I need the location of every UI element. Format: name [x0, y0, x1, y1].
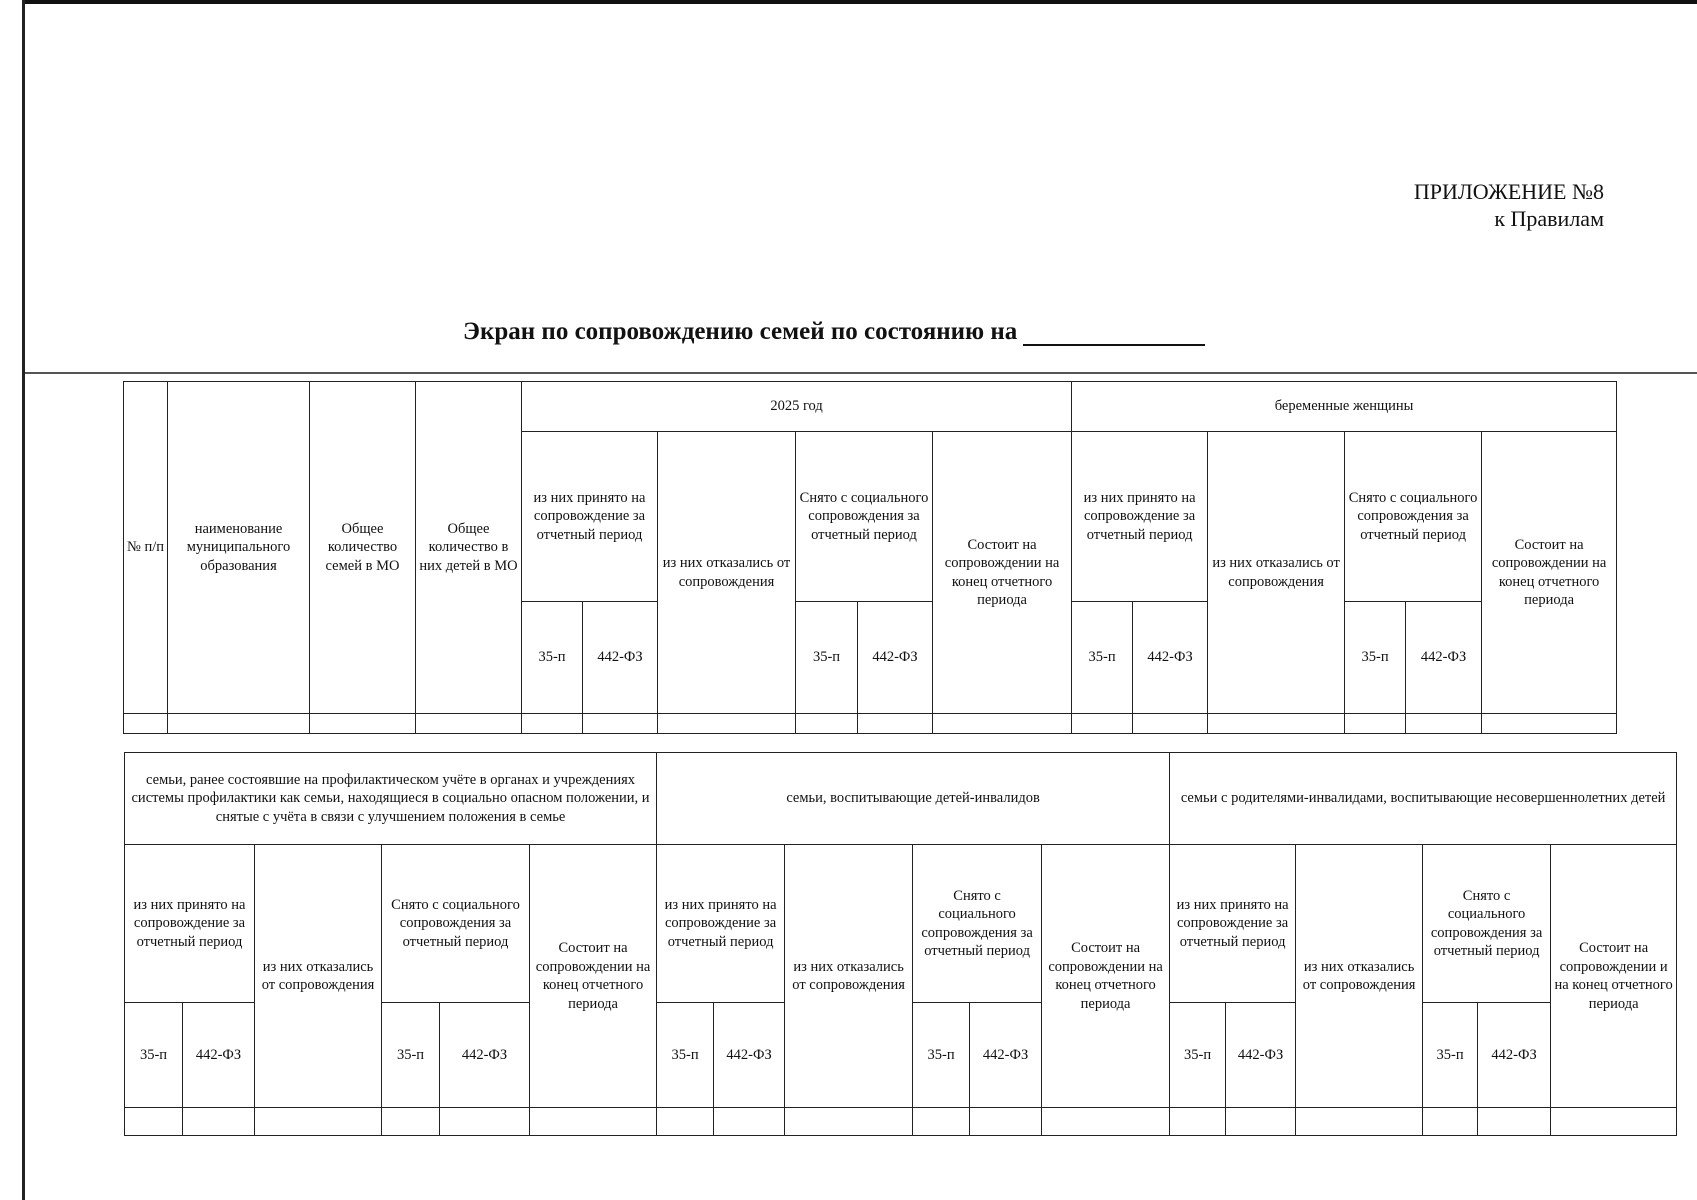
header-refused: из них отказались от сопровождения — [255, 845, 382, 1108]
header-end-of-period: Состоит на сопровождении на конец отчетного периода — [1042, 845, 1170, 1108]
header-removed: Снято с социального сопровождения за отчетный период — [1345, 432, 1482, 602]
header-group-disabled-parents: семьи с родителями-инвалидами, воспитывающие несовершеннолетних детей — [1170, 753, 1677, 845]
header-law-35p: 35-п — [913, 1003, 970, 1108]
empty-cell — [1170, 1108, 1226, 1136]
header-group-2025: 2025 год — [522, 382, 1072, 432]
empty-cell — [382, 1108, 440, 1136]
empty-cell — [1345, 714, 1406, 734]
header-accepted: из них принято на сопровождение за отчетный период — [1170, 845, 1296, 1003]
header-law-35p: 35-п — [1345, 602, 1406, 714]
header-law-442fz: 442-ФЗ — [1478, 1003, 1551, 1108]
page-left-border — [22, 0, 25, 1200]
families-table-part-1 — [123, 381, 1617, 734]
empty-cell — [1226, 1108, 1296, 1136]
empty-cell — [522, 714, 583, 734]
empty-cell — [1482, 714, 1617, 734]
empty-cell — [125, 1108, 183, 1136]
empty-cell — [1406, 714, 1482, 734]
header-refused: из них отказались от сопровождения — [785, 845, 913, 1108]
header-law-442fz: 442-ФЗ — [970, 1003, 1042, 1108]
header-group-pregnant: беременные женщины — [1072, 382, 1617, 432]
empty-cell — [658, 714, 796, 734]
header-law-442fz: 442-ФЗ — [1226, 1003, 1296, 1108]
header-end-of-period: Состоит на сопровождении на конец отчетного периода — [1482, 432, 1617, 714]
header-refused: из них отказались от сопровождения — [1296, 845, 1423, 1108]
header-law-35p: 35-п — [125, 1003, 183, 1108]
header-refused: из них отказались от сопровождения — [1208, 432, 1345, 714]
scan-rule-line — [25, 372, 1697, 374]
header-accepted: из них принято на сопровождение за отчетный период — [657, 845, 785, 1003]
header-law-35p: 35-п — [657, 1003, 714, 1108]
empty-cell — [796, 714, 858, 734]
appendix-number: ПРИЛОЖЕНИЕ №8 — [1413, 179, 1604, 204]
header-law-442fz: 442-ФЗ — [1133, 602, 1208, 714]
empty-cell — [1478, 1108, 1551, 1136]
empty-cell — [858, 714, 933, 734]
empty-cell — [970, 1108, 1042, 1136]
header-end-of-period: Состоит на сопровождении на конец отчетного периода — [933, 432, 1072, 714]
header-accepted: из них принято на сопровождение за отчетный период — [125, 845, 255, 1003]
empty-cell — [714, 1108, 785, 1136]
empty-cell — [255, 1108, 382, 1136]
header-removed: Снято с социального сопровождения за отчетный период — [1423, 845, 1551, 1003]
empty-cell — [785, 1108, 913, 1136]
empty-cell — [183, 1108, 255, 1136]
header-group-former-risk-families: семьи, ранее состоявшие на профилактическом учёте в органах и учреждениях системы профилактики как семьи, находящиеся в социально опасном положении, и снятые с учёта в связи с улучшением положения в семье — [125, 753, 657, 845]
empty-cell — [1423, 1108, 1478, 1136]
empty-cell — [1133, 714, 1208, 734]
header-removed: Снято с социального сопровождения за отчетный период — [382, 845, 530, 1003]
empty-cell — [657, 1108, 714, 1136]
header-removed: Снято с социального сопровождения за отчетный период — [796, 432, 933, 602]
header-law-442fz: 442-ФЗ — [583, 602, 658, 714]
header-row-number: № п/п — [124, 382, 168, 714]
header-law-35p: 35-п — [1072, 602, 1133, 714]
header-removed: Снято с социального сопровождения за отчетный период — [913, 845, 1042, 1003]
header-families-total: Общее количество семей в МО — [310, 382, 416, 714]
header-law-442fz: 442-ФЗ — [183, 1003, 255, 1108]
title-text: Экран по сопровождению семей по состоянию на — [463, 318, 1018, 345]
empty-cell — [933, 714, 1072, 734]
header-end-of-period: Состоит на сопровождении и на конец отчетного периода — [1551, 845, 1677, 1108]
empty-cell — [1296, 1108, 1423, 1136]
header-law-35p: 35-п — [382, 1003, 440, 1108]
empty-cell — [124, 714, 168, 734]
header-accepted: из них принято на сопровождение за отчетный период — [522, 432, 658, 602]
empty-cell — [1042, 1108, 1170, 1136]
empty-cell — [416, 714, 522, 734]
appendix-reference: к Правилам — [1494, 206, 1604, 231]
empty-cell — [1072, 714, 1133, 734]
header-law-442fz: 442-ФЗ — [714, 1003, 785, 1108]
header-law-442fz: 442-ФЗ — [440, 1003, 530, 1108]
header-law-442fz: 442-ФЗ — [1406, 602, 1482, 714]
header-group-disabled-children: семьи, воспитывающие детей-инвалидов — [657, 753, 1170, 845]
page-top-border — [22, 0, 1697, 4]
header-refused: из них отказались от сопровождения — [658, 432, 796, 714]
header-end-of-period: Состоит на сопровождении на конец отчетного периода — [530, 845, 657, 1108]
empty-cell — [168, 714, 310, 734]
empty-cell — [1551, 1108, 1677, 1136]
header-children-total: Общее количество в них детей в МО — [416, 382, 522, 714]
header-law-442fz: 442-ФЗ — [858, 602, 933, 714]
header-law-35p: 35-п — [796, 602, 858, 714]
date-blank-line — [1023, 320, 1205, 346]
header-mo-name: наименование муниципального образования — [168, 382, 310, 714]
document-title — [463, 318, 1205, 346]
table-row — [125, 1108, 1677, 1136]
empty-cell — [440, 1108, 530, 1136]
empty-cell — [913, 1108, 970, 1136]
appendix-header — [1414, 178, 1604, 232]
header-law-35p: 35-п — [1170, 1003, 1226, 1108]
header-accepted: из них принято на сопровождение за отчетный период — [1072, 432, 1208, 602]
table-row — [124, 714, 1617, 734]
empty-cell — [530, 1108, 657, 1136]
empty-cell — [583, 714, 658, 734]
header-law-35p: 35-п — [522, 602, 583, 714]
header-law-35p: 35-п — [1423, 1003, 1478, 1108]
empty-cell — [310, 714, 416, 734]
empty-cell — [1208, 714, 1345, 734]
families-table-part-2 — [124, 752, 1677, 1136]
